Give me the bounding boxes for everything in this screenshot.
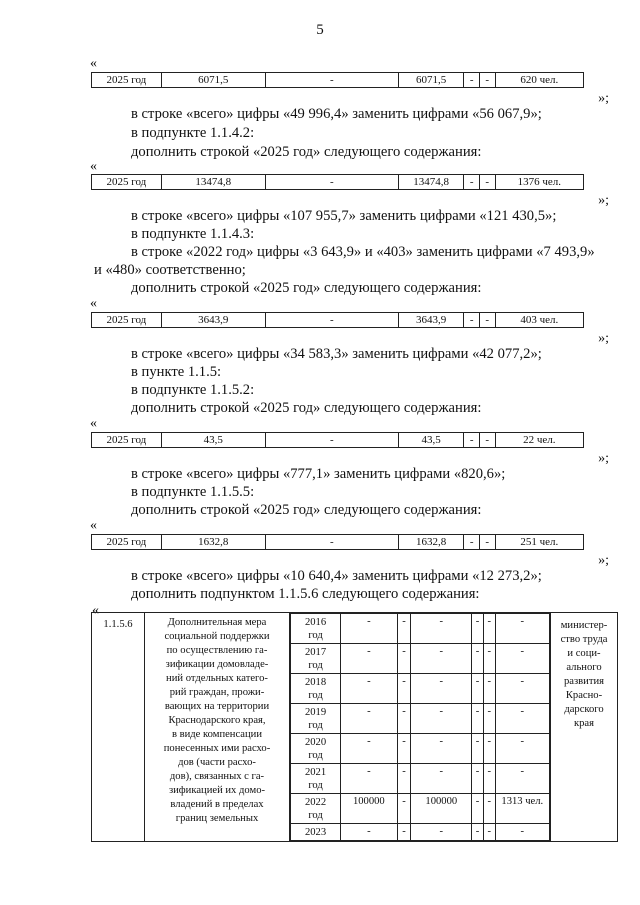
year-cell: 2025 год [92,535,162,550]
desc-line: вающих на территории [164,701,270,712]
regional-cell: - [411,824,472,841]
year-row [291,764,550,794]
year-cell: 2025 год [92,433,162,448]
year-label: 2023 [291,824,341,841]
close-quote: »; [598,193,609,208]
open-quote: « [90,296,97,311]
desc-line: по осуществлению га- [166,645,268,656]
local-cell: - [472,614,484,644]
measure-number: 1.1.5.6 [92,613,145,842]
desc-line: социальной поддержки [164,631,270,642]
total-cell: - [341,824,397,841]
total-cell: 100000 [341,794,397,824]
federal-cell: - [397,704,411,734]
desc-line: рий граждан, прожи- [169,687,265,698]
desc-line: дов), связанных с га- [169,771,265,782]
people-cell: - [495,614,549,644]
other-cell: - [479,433,495,448]
desc-line: ний отдельных катего- [166,673,268,684]
year-label: 2017 год [291,644,341,674]
year-row [291,794,550,824]
year-row [291,734,550,764]
total-cell: - [341,764,397,794]
close-quote: »; [598,553,609,568]
local-cell: - [472,674,484,704]
desc-line: в виде компенсации [171,729,263,740]
text-line: в подпункте 1.1.4.2: [131,125,255,141]
federal-cell: - [265,175,398,190]
local-cell: - [472,644,484,674]
local-cell: - [472,734,484,764]
federal-cell: - [397,764,411,794]
total-cell: 13474,8 [161,175,265,190]
regional-cell: 3643,9 [398,313,464,328]
open-quote: « [90,518,97,533]
measure-executor [551,613,618,842]
measure-description [145,613,290,842]
people-cell: - [495,674,549,704]
year-row [291,614,550,644]
year-grid-cell [290,613,551,842]
executor-line: ального [566,662,602,673]
people-cell: 403 чел. [495,313,583,328]
text-line: дополнить строкой «2025 год» следующего содержания: [131,144,482,160]
open-quote: « [90,159,97,174]
desc-line: Краснодарского края, [168,715,266,726]
year-label: 2022 год [291,794,341,824]
federal-cell: - [397,734,411,764]
executor-line: развития [563,676,605,687]
other-cell: - [479,73,495,88]
executor-line: министер- [560,620,608,631]
year-cell: 2025 год [92,313,162,328]
year-label: 2020 год [291,734,341,764]
regional-cell: - [411,734,472,764]
open-quote: « [90,416,97,431]
people-cell: 22 чел. [495,433,583,448]
close-quote: »; [598,331,609,346]
local-cell: - [472,794,484,824]
year-label: 2016 год [291,614,341,644]
other-cell: - [483,824,495,841]
page-number: 5 [316,22,324,38]
year-label: 2019 год [291,704,341,734]
executor-line: и соци- [567,648,601,659]
regional-cell: - [411,614,472,644]
other-cell: - [483,734,495,764]
regional-cell: - [411,764,472,794]
text-line: в строке «всего» цифры «34 583,3» заменить цифрами «42 077,2»; [131,346,542,362]
people-cell: 1376 чел. [495,175,583,190]
local-cell: - [464,433,480,448]
text-line: дополнить строкой «2025 год» следующего содержания: [131,400,482,416]
people-cell: - [495,734,549,764]
local-cell: - [472,704,484,734]
other-cell: - [483,614,495,644]
federal-cell: - [265,433,398,448]
total-cell: 1632,8 [161,535,265,550]
text-line: дополнить строкой «2025 год» следующего содержания: [131,280,482,296]
people-cell: - [495,644,549,674]
regional-cell: - [411,674,472,704]
text-line: в пункте 1.1.5: [131,364,222,380]
regional-cell: 100000 [411,794,472,824]
other-cell: - [483,674,495,704]
text-line: в подпункте 1.1.5.2: [131,382,255,398]
year-row [291,674,550,704]
year-row-table [91,72,584,88]
text-line: в строке «всего» цифры «49 996,4» заменить цифрами «56 067,9»; [131,106,542,122]
text-line: и «480» соответственно; [94,262,246,278]
desc-line: дов (части расхо- [178,757,256,768]
year-grid [290,613,550,841]
year-row [291,704,550,734]
federal-cell: - [265,535,398,550]
text-line: в строке «2022 год» цифры «3 643,9» и «403» заменить цифрами «7 493,9» [131,244,595,260]
regional-cell: 1632,8 [398,535,464,550]
other-cell: - [483,644,495,674]
total-cell: - [341,644,397,674]
local-cell: - [464,73,480,88]
year-row-table [91,312,584,328]
text-line: в строке «всего» цифры «10 640,4» заменить цифрами «12 273,2»; [131,568,542,584]
text-line: дополнить строкой «2025 год» следующего содержания: [131,502,482,518]
year-row-table [91,174,584,190]
executor-line: дарского [564,704,604,715]
text-line: дополнить подпунктом 1.1.5.6 следующего содержания: [131,586,480,602]
year-row-table [91,432,584,448]
other-cell: - [479,313,495,328]
federal-cell: - [397,644,411,674]
federal-cell: - [265,73,398,88]
local-cell: - [464,535,480,550]
close-quote: »; [598,91,609,106]
total-cell: - [341,734,397,764]
regional-cell: - [411,644,472,674]
people-cell: - [495,764,549,794]
measure-table [91,612,618,842]
federal-cell: - [397,824,411,841]
other-cell: - [483,704,495,734]
desc-line: владений в пределах [170,799,264,810]
federal-cell: - [397,614,411,644]
people-cell: - [495,704,549,734]
desc-line: зификацией их домо- [168,785,266,796]
open-quote: « [92,603,99,618]
federal-cell: - [265,313,398,328]
total-cell: - [341,704,397,734]
desc-line: границ земельных [175,813,259,824]
year-row [291,644,550,674]
total-cell: 43,5 [161,433,265,448]
federal-cell: - [397,674,411,704]
other-cell: - [483,794,495,824]
total-cell: 3643,9 [161,313,265,328]
close-quote: »; [598,451,609,466]
open-quote: « [90,56,97,71]
total-cell: 6071,5 [161,73,265,88]
year-cell: 2025 год [92,175,162,190]
desc-line: зификации домовладе- [165,659,269,670]
year-row [291,824,550,841]
local-cell: - [464,175,480,190]
year-label: 2018 год [291,674,341,704]
executor-line: Красно- [565,690,603,701]
people-cell: 620 чел. [495,73,583,88]
text-line: в строке «всего» цифры «107 955,7» заменить цифрами «121 430,5»; [131,208,557,224]
regional-cell: 43,5 [398,433,464,448]
people-cell: - [495,824,549,841]
year-row-table [91,534,584,550]
regional-cell: - [411,704,472,734]
regional-cell: 6071,5 [398,73,464,88]
other-cell: - [483,764,495,794]
text-line: в подпункте 1.1.4.3: [131,226,255,242]
total-cell: - [341,674,397,704]
year-label: 2021 год [291,764,341,794]
people-cell: 251 чел. [495,535,583,550]
executor-line: ство труда [560,634,608,645]
people-cell: 1313 чел. [495,794,549,824]
total-cell: - [341,614,397,644]
text-line: в подпункте 1.1.5.5: [131,484,255,500]
local-cell: - [472,824,484,841]
federal-cell: - [397,794,411,824]
executor-line: края [573,718,595,729]
other-cell: - [479,535,495,550]
local-cell: - [472,764,484,794]
text-line: в строке «всего» цифры «777,1» заменить цифрами «820,6»; [131,466,506,482]
local-cell: - [464,313,480,328]
year-cell: 2025 год [92,73,162,88]
regional-cell: 13474,8 [398,175,464,190]
desc-line: Дополнительная мера [167,617,267,628]
desc-line: понесенных ими расхо- [163,743,271,754]
other-cell: - [479,175,495,190]
